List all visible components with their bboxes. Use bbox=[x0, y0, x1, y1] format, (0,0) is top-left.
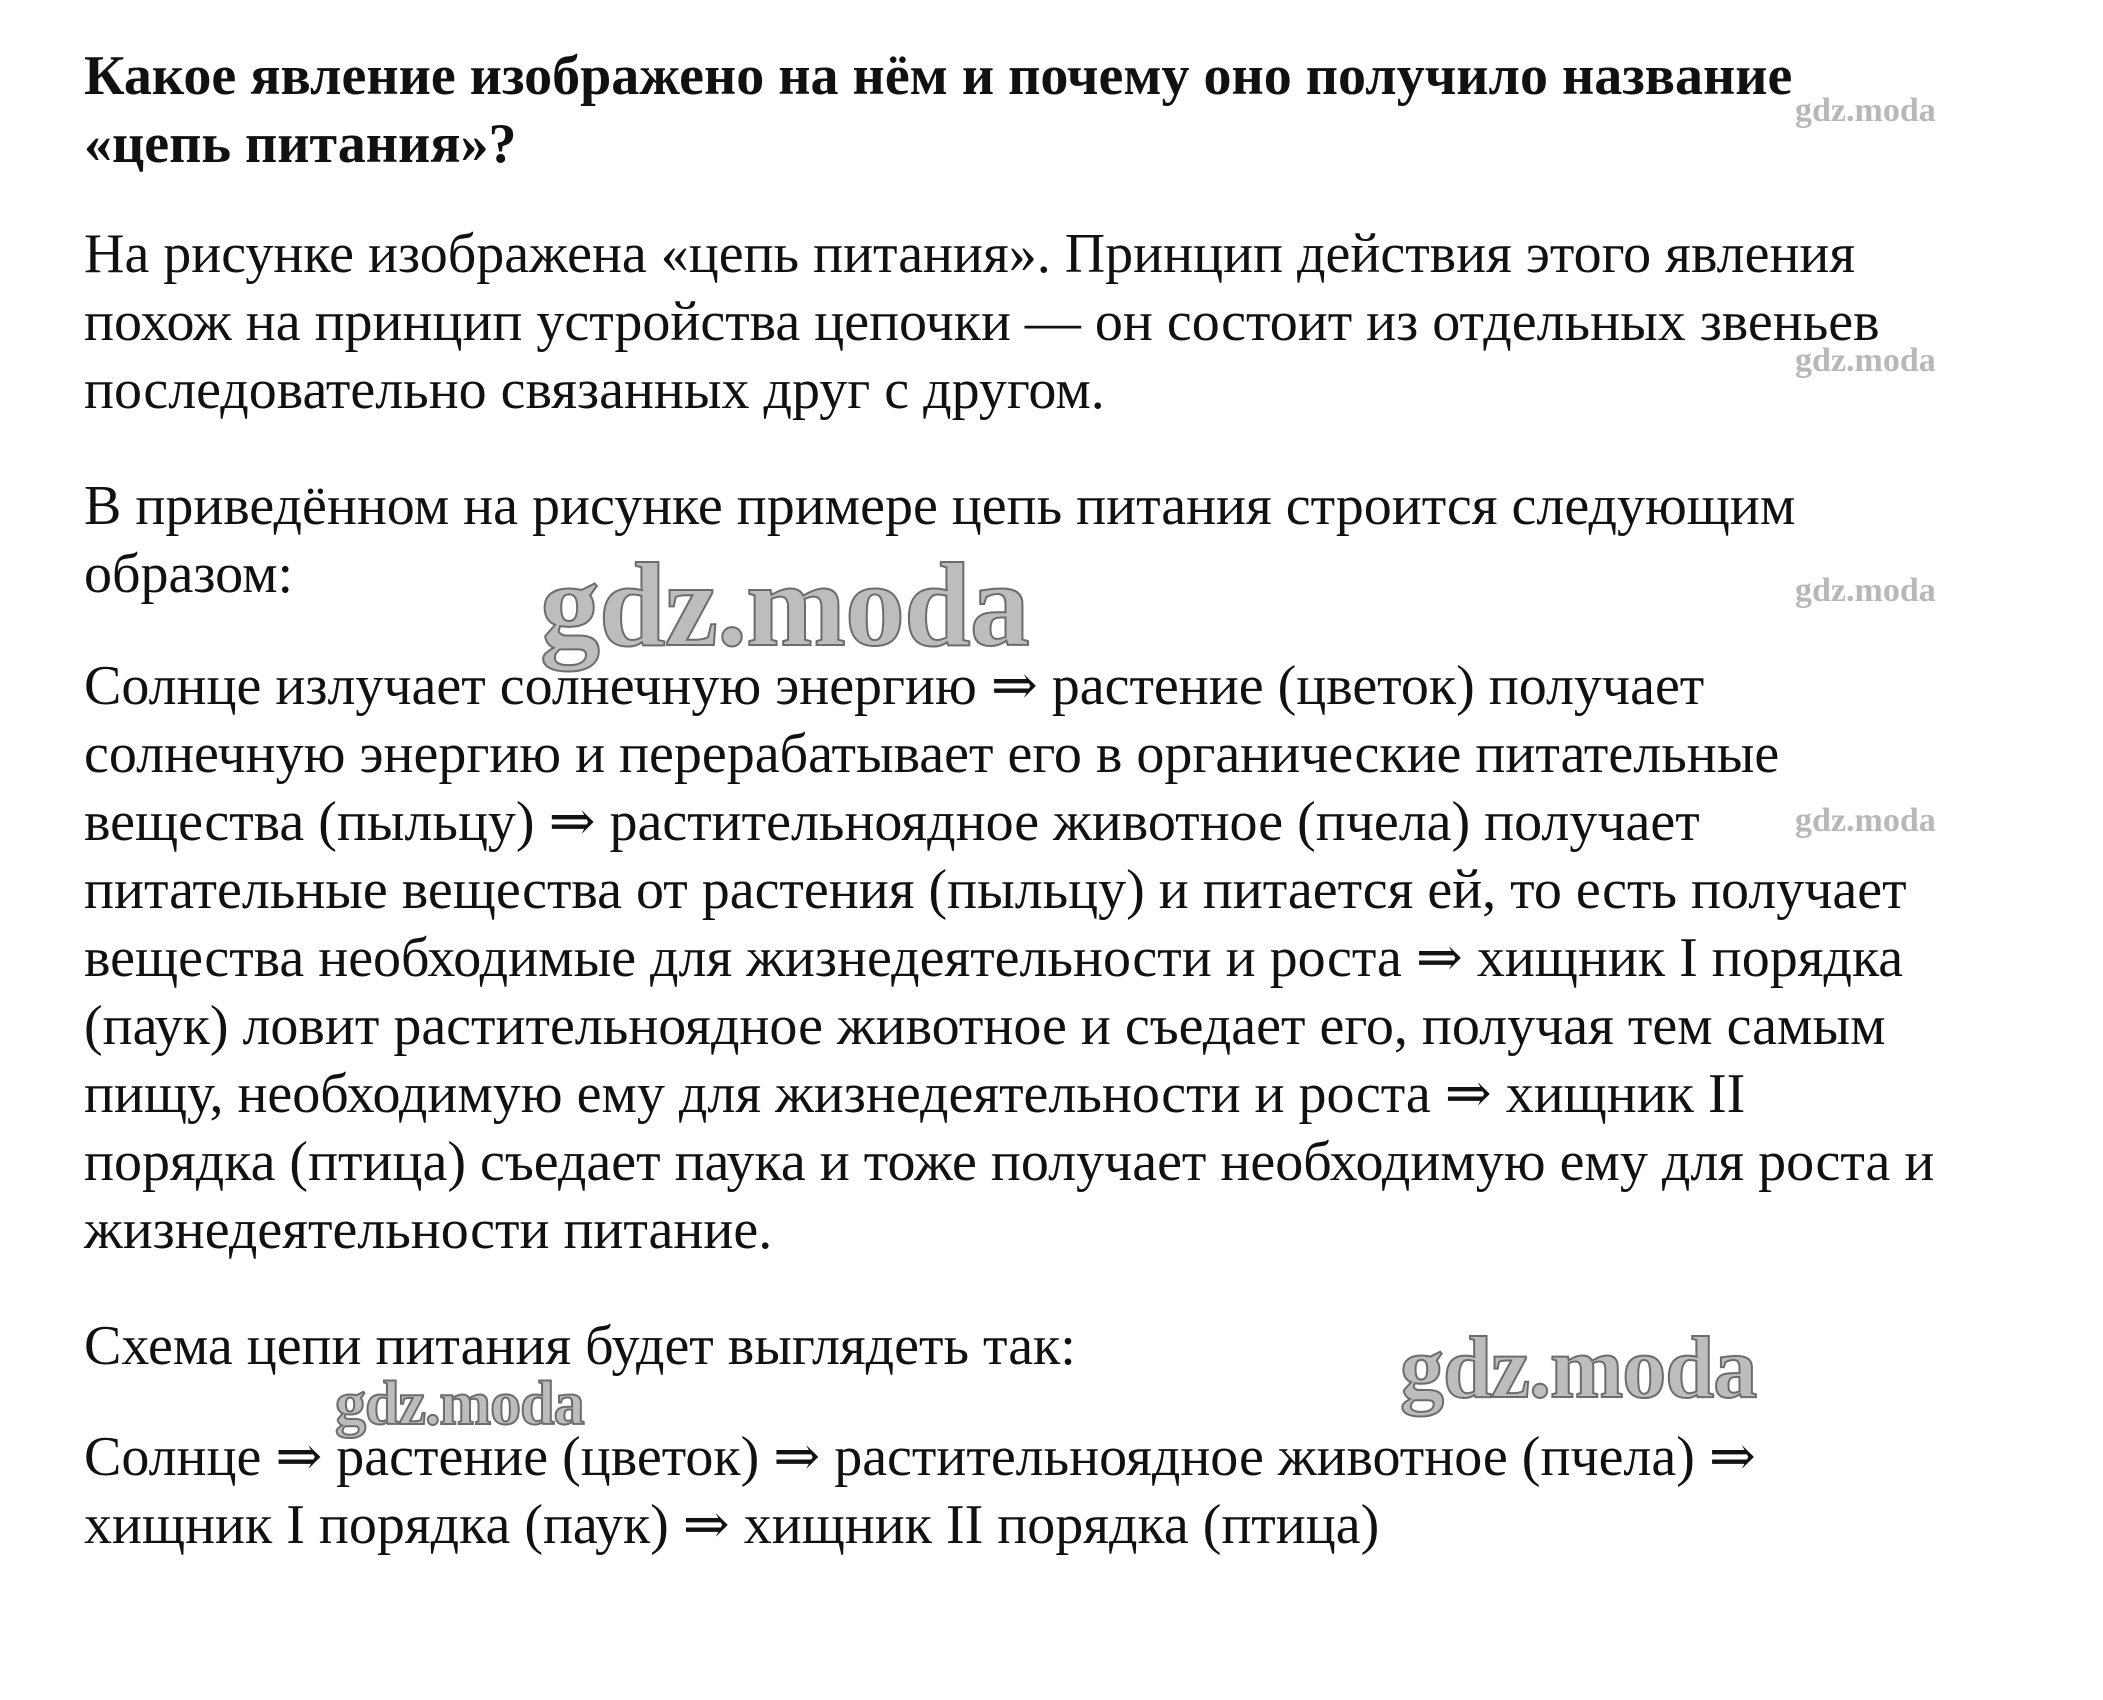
answer-paragraph-2: В приведённом на рисунке примере цепь питания строится следующим образом: bbox=[84, 475, 1796, 605]
answer-paragraph-3: Солнце излучает солнечную энергию ⇒ растение (цветок) получает солнечную энергию и перерабатывает его в органические питательные вещества (пыльцу) ⇒ растительноядное животное (пчела) получает питательные вещества от растения (пыльцу) и питается ей, то есть получает вещества необходимые для жизнедеятельности и роста ⇒ хищник I порядка (паук) ловит растительноядное животное и съедает его, получая тем самым пищу, необходимую ему для жизнедеятельности и роста ⇒ хищник II порядка (птица) съедает паука и тоже получает необходимую ему для роста и жизнедеятельности питание. bbox=[84, 655, 1935, 1261]
food-chain-scheme: Солнце ⇒ растение (цветок) ⇒ растительноядное животное (пчела) ⇒ хищник I порядка (паук) ⇒ хищник II порядка (птица) bbox=[84, 1426, 1756, 1556]
watermark-large-1: gdz.moda bbox=[540, 538, 1029, 671]
watermark-medium-1: gdz.moda bbox=[335, 1370, 584, 1438]
answer-paragraph-4: Схема цепи питания будет выглядеть так: bbox=[84, 1315, 1076, 1377]
question-heading: Какое явление изображено на нём и почему оно получило название «цепь питания»? bbox=[84, 45, 1793, 175]
watermark-small-3: gdz.moda bbox=[1795, 572, 1936, 609]
answer-paragraph-1: На рисунке изображена «цепь питания». Принцип действия этого явления похож на принцип устройства цепочки — он состоит из отдельных звеньев последовательно связанных друг с другом. bbox=[84, 223, 1880, 421]
watermark-small-4: gdz.moda bbox=[1795, 802, 1936, 839]
watermark-large-2: gdz.moda bbox=[1400, 1320, 1757, 1417]
watermark-small-2: gdz.moda bbox=[1795, 342, 1936, 379]
watermark-small-1: gdz.moda bbox=[1795, 92, 1936, 129]
